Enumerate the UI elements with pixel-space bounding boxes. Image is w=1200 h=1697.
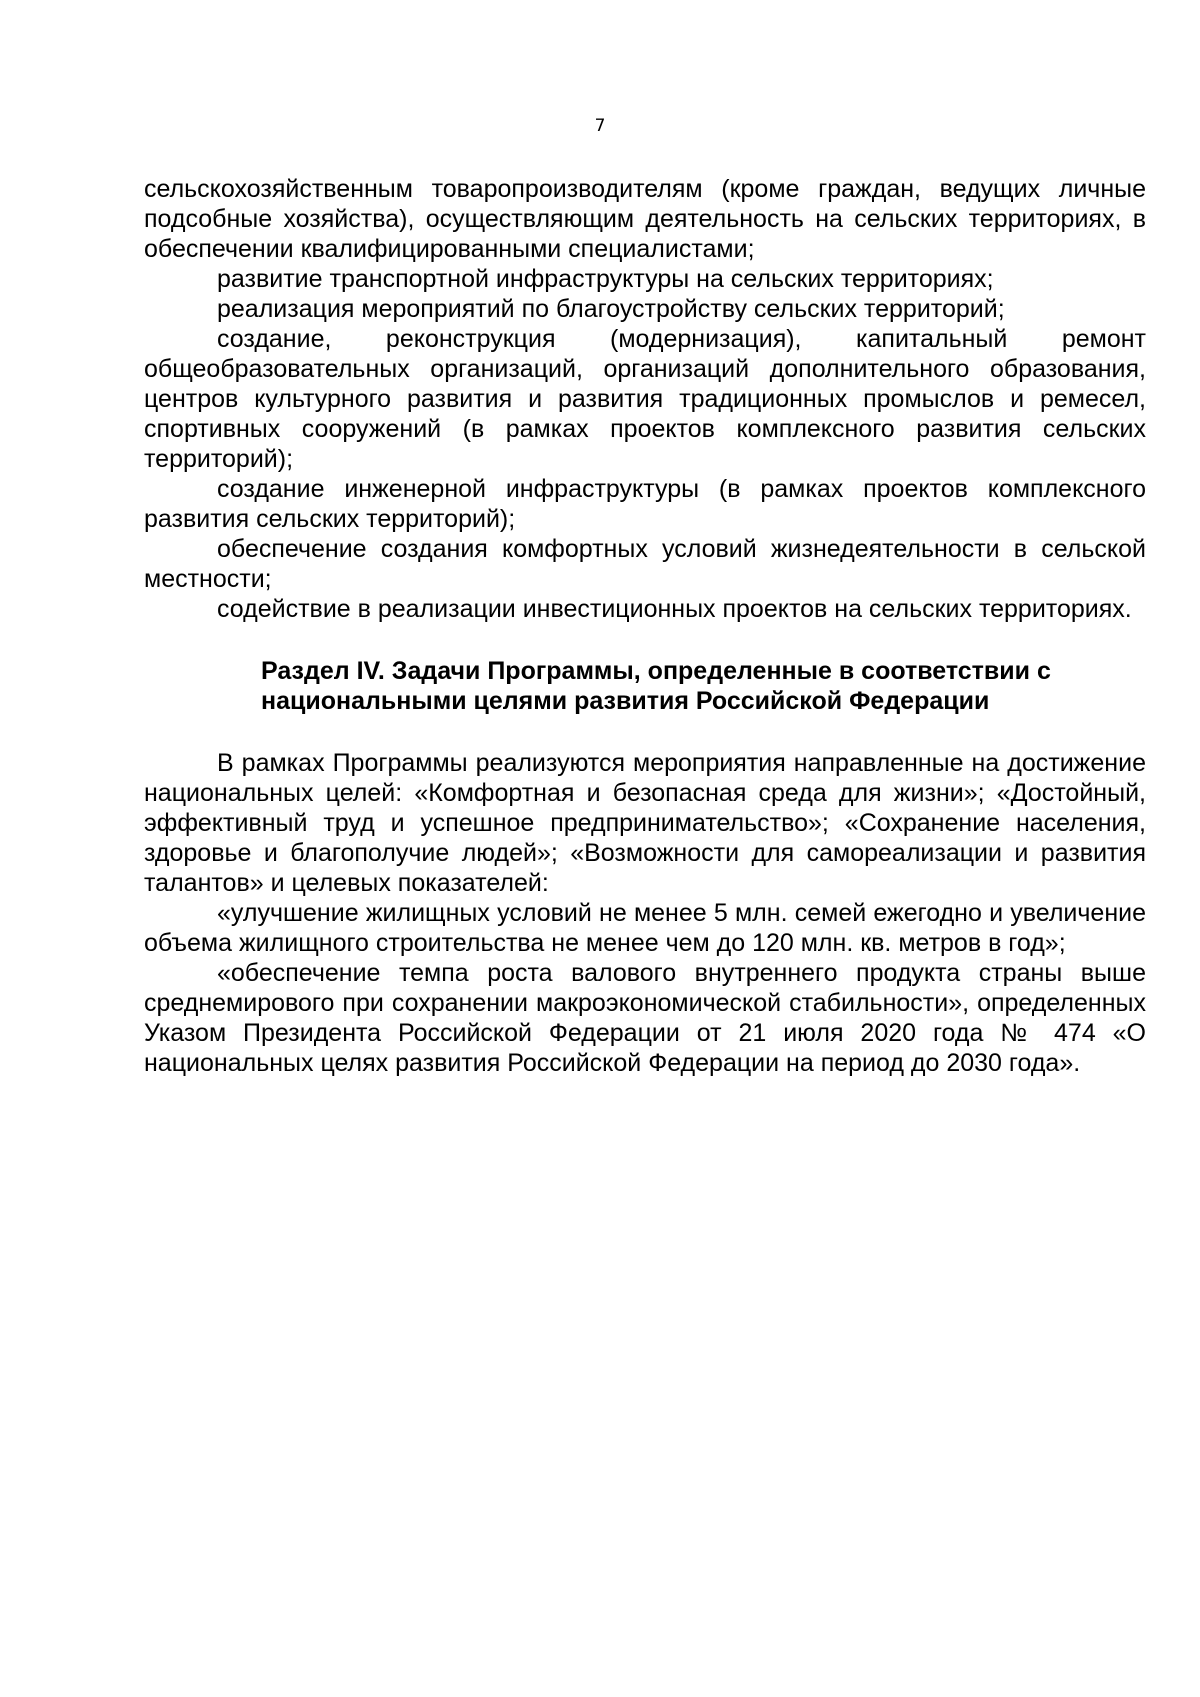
document-body <box>144 174 1146 1078</box>
paragraph: сельскохозяйственным товаропроизводителям (кроме граждан, ведущих личные подсобные хозяйства), осуществляющим деятельность на сельских территориях, в обеспечении квалифицированными специалистами; <box>144 175 1146 263</box>
section-heading-line-1: Раздел IV. Задачи Программы, определенные в соответствии с <box>261 657 1051 685</box>
page-number: 7 <box>594 116 606 136</box>
paragraph: «обеспечение темпа роста валового внутреннего продукта страны выше среднемирового при сохранении макроэкономической стабильности», определенных Указом Президента Российской Федерации от 21 июля 2020 года № 474 «О национальных целях развития Российской Федерации на период до 2030 года». <box>144 959 1146 1077</box>
paragraph: «улучшение жилищных условий не менее 5 млн. семей ежегодно и увеличение объема жилищного строительства не менее чем до 120 млн. кв. метров в год»; <box>144 899 1146 957</box>
paragraph: реализация мероприятий по благоустройству сельских территорий; <box>217 295 1005 323</box>
paragraph: обеспечение создания комфортных условий жизнедеятельности в сельской местности; <box>144 535 1146 593</box>
paragraph: содействие в реализации инвестиционных проектов на сельских территориях. <box>217 595 1132 623</box>
paragraph: развитие транспортной инфраструктуры на сельских территориях; <box>217 265 994 293</box>
paragraph-group-bottom <box>144 748 1146 1078</box>
paragraph: В рамках Программы реализуются мероприятия направленные на достижение национальных целей: «Комфортная и безопасная среда для жизни»; «Достойный, эффективный труд и успешное предпринимательство»; «Сохранение населения, здоровье и благополучие людей»; «Возможности для самореализации и развития талантов» и целевых показателей: <box>144 749 1146 897</box>
paragraph-group-top <box>144 174 1146 624</box>
section-heading <box>144 656 1146 716</box>
paragraph: создание инженерной инфраструктуры (в рамках проектов комплексного развития сельских территорий); <box>144 475 1146 533</box>
section-heading-line-2: национальными целями развития Российской Федерации <box>261 687 990 715</box>
paragraph: создание, реконструкция (модернизация), капитальный ремонт общеобразовательных организаций, организаций дополнительного образования, центров культурного развития и развития традиционных промыслов и ремесел, спортивных сооружений (в рамках проектов комплексного развития сельских территорий); <box>144 325 1146 473</box>
